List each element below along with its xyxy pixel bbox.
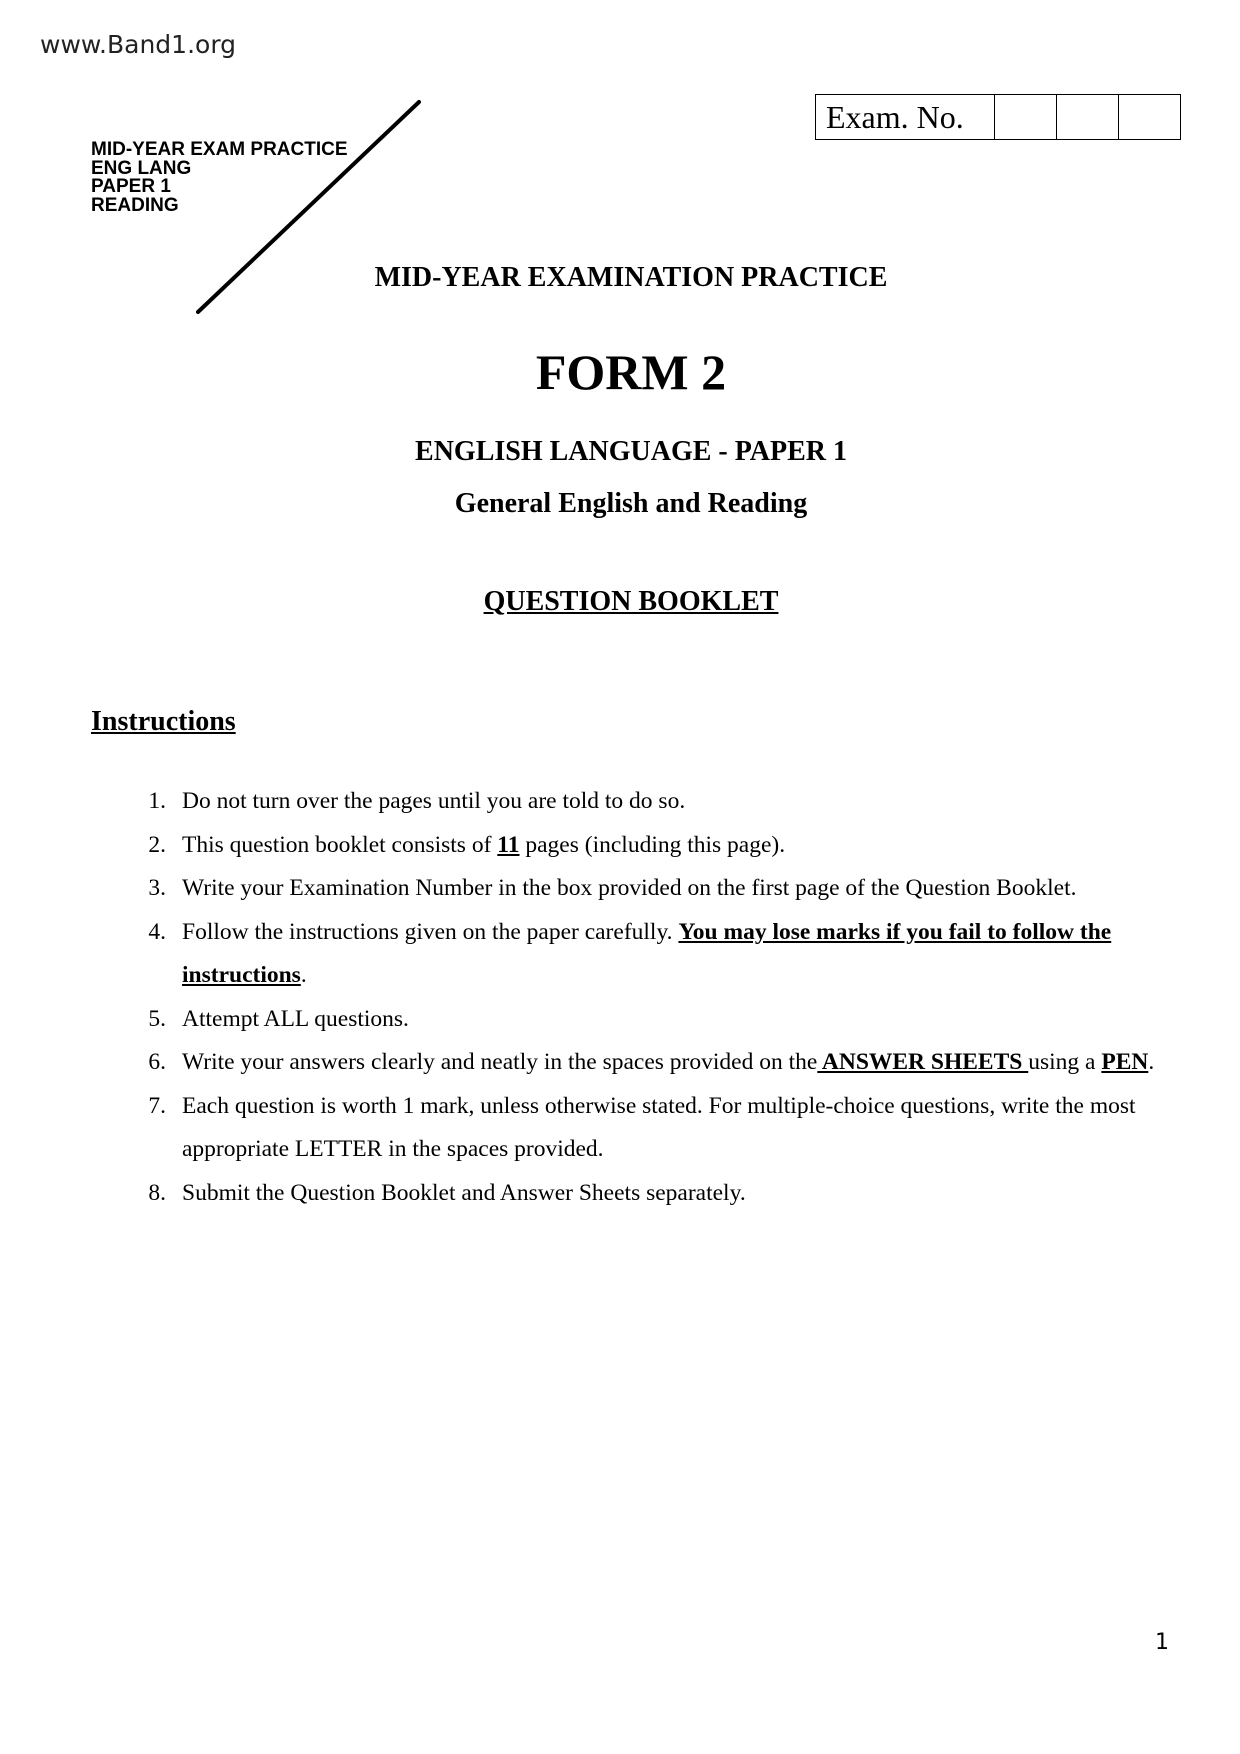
item-text: Submit the Question Booklet and Answer Sheets separately. <box>182 1179 746 1206</box>
warning-text: You may lose marks if you fail to follow the instructions <box>182 918 1112 988</box>
item-number: 6. <box>148 1049 166 1075</box>
item-number: 7. <box>148 1092 166 1119</box>
list-item <box>116 998 1176 1042</box>
booklet-title: QUESTION BOOKLET <box>483 586 779 617</box>
item-number: 8. <box>148 1179 166 1206</box>
item-text: Attempt ALL questions. <box>182 1005 409 1032</box>
subject-line: PAPER 1 <box>91 176 171 197</box>
item-text: This question booklet consists of 11 pages (including this page). <box>182 831 786 858</box>
list-item <box>116 1085 1176 1172</box>
form-title: FORM 2 <box>535 344 727 400</box>
list-item <box>116 911 1176 998</box>
exam-number-cell[interactable] <box>995 95 1057 140</box>
list-item <box>116 824 1176 868</box>
list-item <box>116 867 1176 911</box>
item-text: Do not turn over the pages until you are told to do so. <box>182 788 686 814</box>
list-item <box>116 1041 1176 1085</box>
subject-line: MID-YEAR EXAM PRACTICE <box>91 139 348 160</box>
site-url: www.Band1.org <box>40 30 237 59</box>
exam-number-box <box>815 94 1181 140</box>
exam-number-cell[interactable] <box>1057 95 1119 140</box>
paper-subtitle: General English and Reading <box>454 488 808 519</box>
item-number: 2. <box>148 831 166 858</box>
item-number: 4. <box>148 918 166 945</box>
page-count: 11 <box>497 831 520 858</box>
instructions-heading: Instructions <box>91 706 236 737</box>
paper-title: ENGLISH LANGUAGE - PAPER 1 <box>415 436 847 467</box>
exam-number-label: Exam. No. <box>816 95 995 140</box>
subject-line: ENG LANG <box>91 157 192 179</box>
item-text: Write your Examination Number in the box provided on the first page of the Question Booklet. <box>182 875 1077 901</box>
page-number: 1 <box>1155 1630 1169 1655</box>
item-number: 5. <box>148 1005 166 1032</box>
item-number: 1. <box>148 788 166 814</box>
list-item <box>116 1172 1176 1216</box>
item-text: Each question is worth 1 mark, unless otherwise stated. For multiple-choice questions, write the most appropriate LETTER in the spaces provided. <box>182 1092 1136 1162</box>
answer-sheets-text: ANSWER SHEETS <box>817 1049 1029 1075</box>
instructions-list <box>116 780 1176 1215</box>
item-text: Follow the instructions given on the paper carefully. You may lose marks if you fail to follow the instructions. <box>182 918 1112 988</box>
subject-line: READING <box>91 194 179 216</box>
pen-text: PEN <box>1101 1049 1149 1075</box>
list-item <box>116 780 1176 824</box>
exam-title: MID-YEAR EXAMINATION PRACTICE <box>374 262 888 293</box>
item-number: 3. <box>148 875 166 901</box>
item-text: Write your answers clearly and neatly in the spaces provided on the ANSWER SHEETS using a PEN. <box>182 1049 1155 1075</box>
exam-number-cell[interactable] <box>1119 95 1181 140</box>
